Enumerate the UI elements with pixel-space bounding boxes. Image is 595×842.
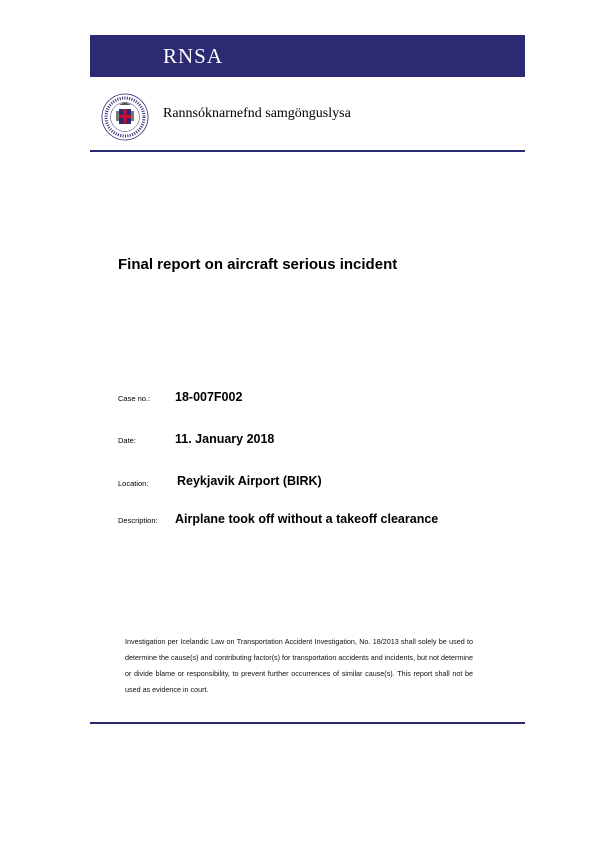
legal-disclaimer: Investigation per Icelandic Law on Transportation Accident Investigation, No. 18/2013 shall solely be used to determine the cause(s) and contributing factor(s) for transportation accidents and incidents, but not determine or divide blame or responsibility, to prevent further occurrences of similar cause(s). This report shall not be used as evidence in court. <box>125 637 473 694</box>
description-value: Airplane took off without a takeoff clearance <box>175 512 439 526</box>
case-number-value: 18-007F002 <box>175 390 243 404</box>
location-label: Location: <box>118 479 149 488</box>
header-divider <box>90 150 525 152</box>
organization-name: Rannsóknarnefnd samgönguslysa <box>163 106 351 121</box>
header-banner <box>90 35 525 77</box>
date-value: 11. January 2018 <box>175 432 275 446</box>
location-value: Reykjavik Airport (BIRK) <box>177 474 322 488</box>
footer-divider <box>90 722 525 724</box>
report-title: Final report on aircraft serious incident <box>118 256 398 273</box>
banner-title: RNSA <box>163 44 224 68</box>
case-number-label: Case no.: <box>118 394 151 403</box>
description-label: Description: <box>118 516 158 525</box>
rnsa-seal-icon <box>101 93 149 141</box>
date-label: Date: <box>118 436 136 445</box>
